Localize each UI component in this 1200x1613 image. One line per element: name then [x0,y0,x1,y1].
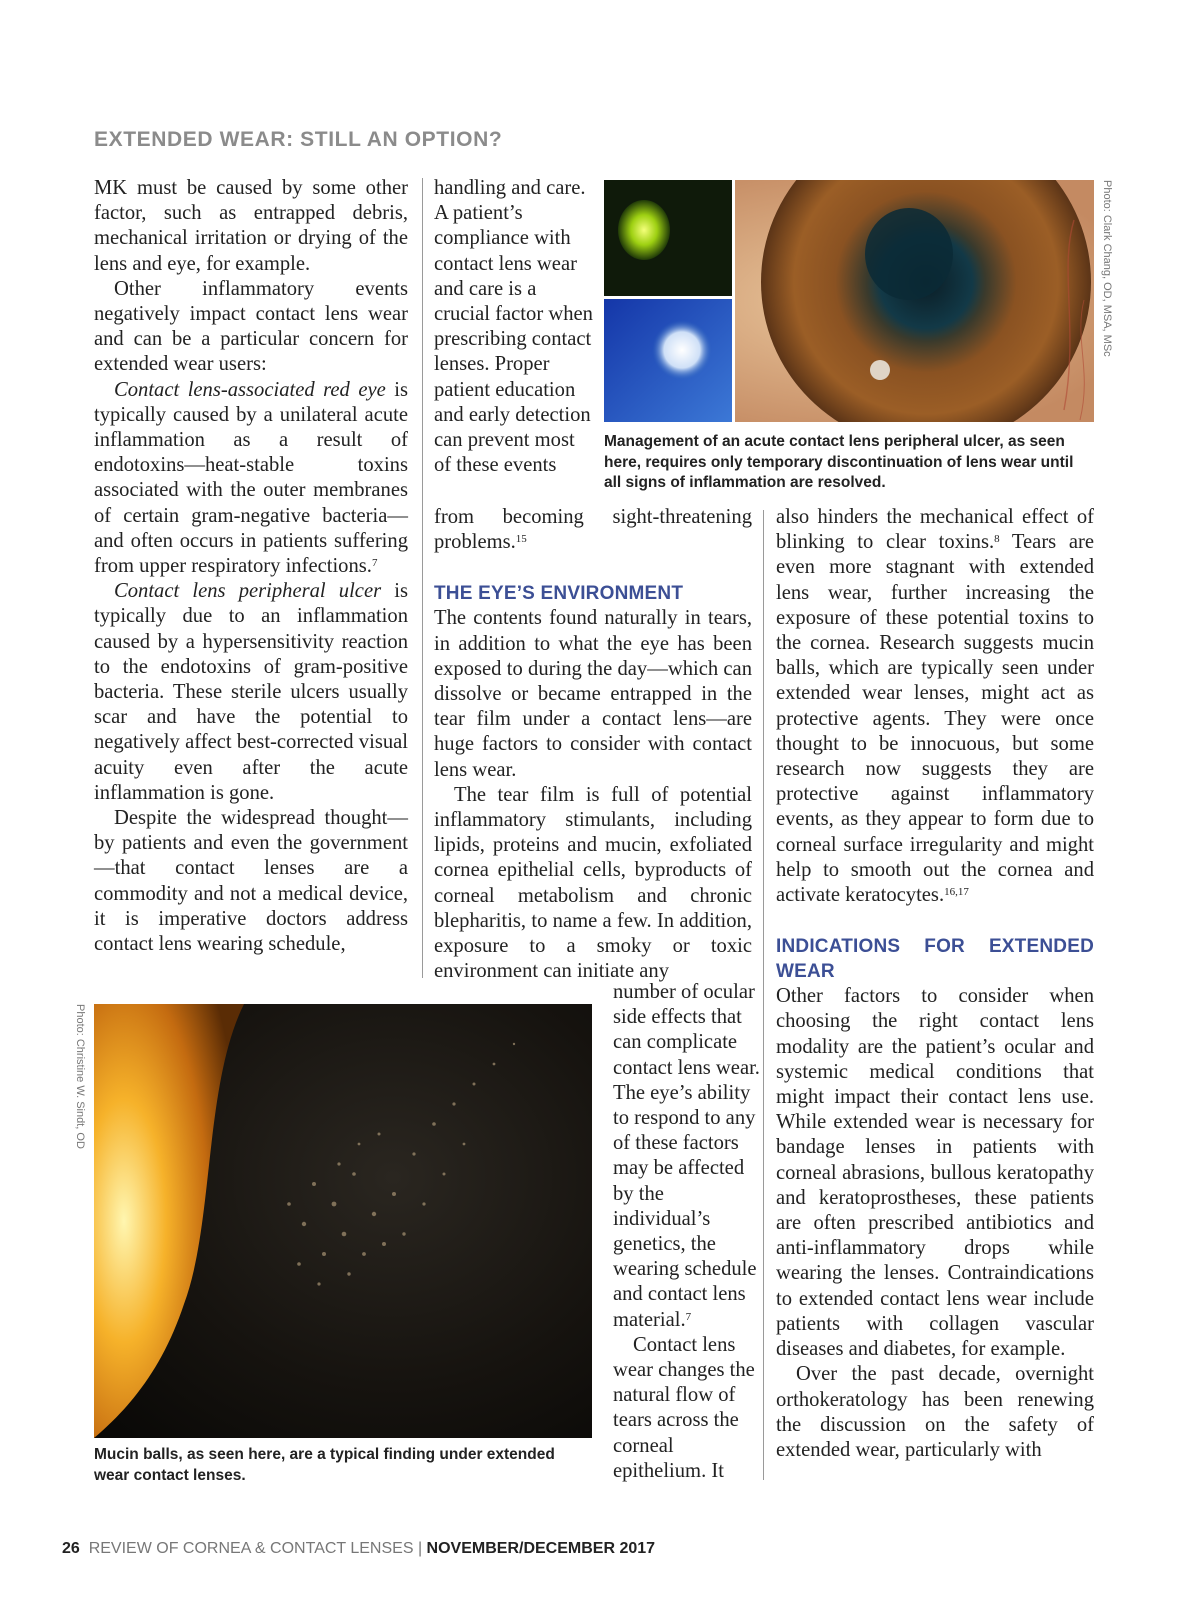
column-divider [422,178,423,978]
mucin-balls-illustration [94,1004,592,1438]
col3-paragraph-1: also hinders the mechanical effect of blinking to clear toxins.$^8$ Tears are even more stagnant with extended lens wear, further increasing the exposure of these potential toxins to the cornea. Research suggests mucin balls, which are typically seen under extended wear lenses, might act as protective agents. They were once thought to be innocuous, but some research now suggests they are protective against inflammatory events, as they appear to form due to corneal surface irregularity and might help to smooth out the cornea and activate keratocytes.$^{16,17}$ [776,506,1094,907]
section-title: EXTENDED WEAR: STILL AN OPTION? [94,128,503,151]
reference: 8 [994,533,1000,546]
reference: 7 [685,1310,692,1323]
reference: 15 [515,533,527,546]
photo-credit-bottom: Photo: Christine W. Sindt, OD [74,1004,86,1149]
photo-credit-top: Photo: Clark Chang, OD, MSA, MSc [1101,180,1113,357]
column-2-continued [613,980,763,1484]
figure-caption-bottom: Mucin balls, as seen here, are a typical finding under extended wear contact lenses. [94,1446,555,1484]
column-3 [776,505,1094,1463]
figure-caption-top: Management of an acute contact lens peripheral ulcer, as seen here, requires only temporary discontinuation of lens wear until all signs of inflammation are resolved. [604,433,1074,491]
col1-paragraph-3: Contact lens-associated red eye is typically caused by a unilateral acute inflammation as a result of endotoxins—heat-stable toxins associated with the outer membranes of certain gram-negative bacteria—and often occurs in patients suffering from upper respiratory infections.$^7$ [94,378,408,578]
col1-paragraph-4: Contact lens peripheral ulcer is typically due to an inflammation caused by a hypersensitivity reaction to the endotoxins of gram-positive bacteria. These sterile ulcers usually scar and have the potential to negatively affect best-corrected visual acuity even after the acute inflammation is gone. [94,580,408,804]
column-divider [763,510,764,1480]
col2-paragraph-3-continued: number of ocular side effects that can complicate contact lens wear. The eye’s ability to respond to any of these factors may be affected by the individual’s genetics, the wearing schedule and contact lens material.$^7$ [613,981,760,1331]
eye-ulcer-illustration [604,180,1094,422]
page-number: 26 [62,1540,80,1557]
reference: 7 [371,557,378,570]
term-red-eye: Contact lens-associated red eye [114,378,386,401]
term-peripheral-ulcer: Contact lens peripheral ulcer [114,580,382,603]
column-1 [94,176,408,957]
reference: 16,17 [944,886,969,899]
eye-ulcer-photo [604,180,1094,422]
journal-name: REVIEW OF CORNEA & CONTACT LENSES [88,1540,414,1557]
col3-paragraph-2: Other factors to consider when choosing the right contact lens modality are the patient’s ocular and systemic medical conditions that might impact their contact lens use. While extended wear is necessary for bandage lenses in patients with corneal abrasions, bullous keratopathy and keratoprostheses, these patients are often prescribed antibiotics and anti-inflammatory drops while wearing the lenses. Contraindications to extended contact lens wear include patients with collagen vascular diseases and diabetes, for example. [776,985,1094,1361]
col2-paragraph-2: The contents found naturally in tears, in addition to what the eye has been exposed to during the day—which can dissolve or became entrapped in the tear film under a contact lens—are huge factors to consider with contact lens wear. [434,607,752,781]
col2-paragraph-3: The tear film is full of potential inflammatory stimulants, including lipids, proteins and mucin, exfoliated cornea epithelial cells, byproducts of corneal metabolism and chronic blepharitis, to name a few. In addition, exposure to a smoky or toxic environment can initiate any [434,783,752,983]
col2-paragraph-1-start: handling and care. A patient’s compliance with contact lens wear and care is a crucial factor when prescribing contact lenses. Proper patient education and early detection can prevent most of these events [434,177,593,477]
page-footer [62,1540,655,1558]
column-2-narrow [434,176,594,478]
col2-paragraph-4: Contact lens wear changes the natural flow of tears across the corneal epithelium. It [613,1333,755,1482]
heading-indications: INDICATIONS FOR EXTENDED WEAR [776,936,1094,983]
col2-paragraph-1-end: from becoming sight-threatening problems.$^{15}$ [434,506,752,554]
col3-paragraph-3: Over the past decade, overnight orthokeratology has been renewing the discussion on the safety of extended wear, particularly with [776,1363,1094,1461]
heading-eyes-environment: THE EYE’S ENVIRONMENT [434,583,684,605]
col1-paragraph-2: Other inflammatory events negatively impact contact lens wear and can be a particular concern for extended wear users: [94,277,408,376]
mucin-balls-photo [94,1004,592,1438]
issue-date: NOVEMBER/DECEMBER 2017 [426,1540,656,1557]
col1-paragraph-1: MK must be caused by some other factor, such as entrapped debris, mechanical irritation or drying of the lens and eye, for example. [94,177,408,275]
col1-paragraph-5: Despite the widespread thought—by patients and even the government—that contact lenses are a commodity and not a medical device, it is imperative doctors address contact lens wearing schedule, [94,807,408,956]
column-2 [434,505,752,984]
footer-separator: | [417,1540,423,1557]
